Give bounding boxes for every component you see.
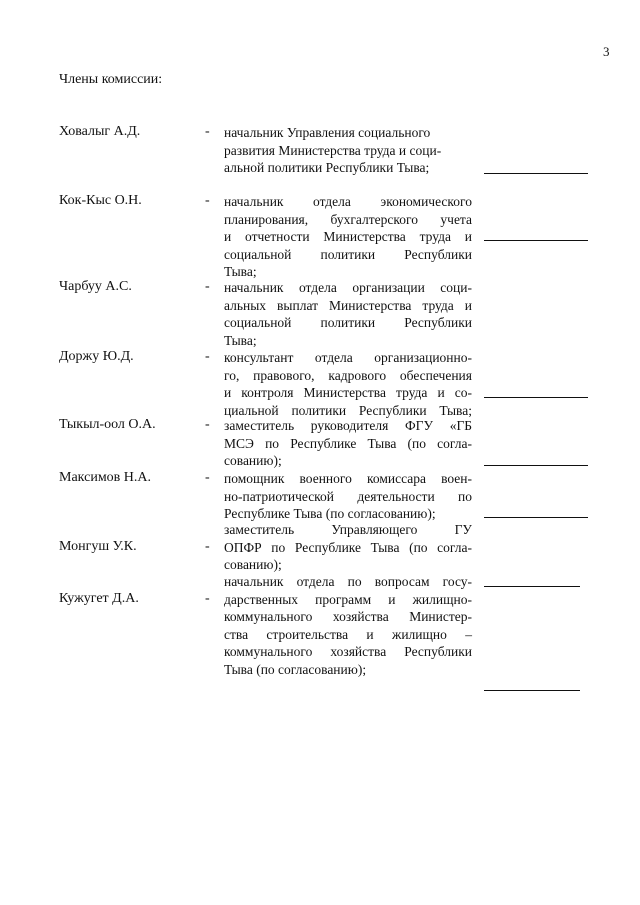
signature-line <box>484 586 580 587</box>
member-position: начальник Управления социального развития Министерства труда и соци- альной политики Республики Тыва; <box>224 125 442 175</box>
member-position: заместитель руководителя ФГУ «ГБ МСЭ по Республике Тыва (по согла- сованию); <box>224 418 472 468</box>
commission-members-heading: Члены комиссии: <box>59 72 163 87</box>
member-position: начальник отдела организации соци- альных выплат Министерства труда и социальной политики Республики Тыва; <box>224 280 472 348</box>
member-name: Кок-Кыс О.Н. <box>59 193 142 208</box>
member-position: заместитель Управляющего ГУ ОПФР по Республике Тыва (по согла- сованию); <box>224 522 472 572</box>
signature-line <box>484 465 588 466</box>
member-dash: - <box>205 349 210 364</box>
member-dash: - <box>205 124 210 139</box>
member-dash: - <box>205 539 210 554</box>
member-name: Максимов Н.А. <box>59 470 152 485</box>
member-name: Доржу Ю.Д. <box>59 349 134 364</box>
member-dash: - <box>205 193 210 208</box>
member-position: помощник военного комиссара воен- но-патриотической деятельности по Республике Тыва (по согласованию); <box>224 471 472 521</box>
page-number: 3 <box>603 44 610 59</box>
signature-line <box>484 173 588 174</box>
signature-line <box>484 517 588 518</box>
member-name: Тыкыл-оол О.А. <box>59 417 156 432</box>
member-position: консультант отдела организационно- го, правового, кадрового обеспечения и контроля Министерства труда и со- циальной политики Республики Тыва; <box>224 350 472 418</box>
signature-line <box>484 240 588 241</box>
member-name: Монгуш У.К. <box>59 539 137 554</box>
member-name: Кужугет Д.А. <box>59 591 139 606</box>
member-dash: - <box>205 470 210 485</box>
member-dash: - <box>205 417 210 432</box>
signature-line <box>484 690 580 691</box>
member-position: начальник отдела экономического планирования, бухгалтерского учета и отчетности Министерства труда и социальной политики Республики Тыва; <box>224 194 472 279</box>
member-dash: - <box>205 279 210 294</box>
member-position: начальник отдела по вопросам госу- дарственных программ и жилищно- коммунального хозяйства Министер- ства строительства и жилищно – коммунального хозяйства Республики Тыва (по согласованию); <box>224 574 472 677</box>
member-name: Ховалыг А.Д. <box>59 124 141 139</box>
member-name: Чарбуу А.С. <box>59 279 132 294</box>
signature-line <box>484 397 588 398</box>
member-dash: - <box>205 591 210 606</box>
